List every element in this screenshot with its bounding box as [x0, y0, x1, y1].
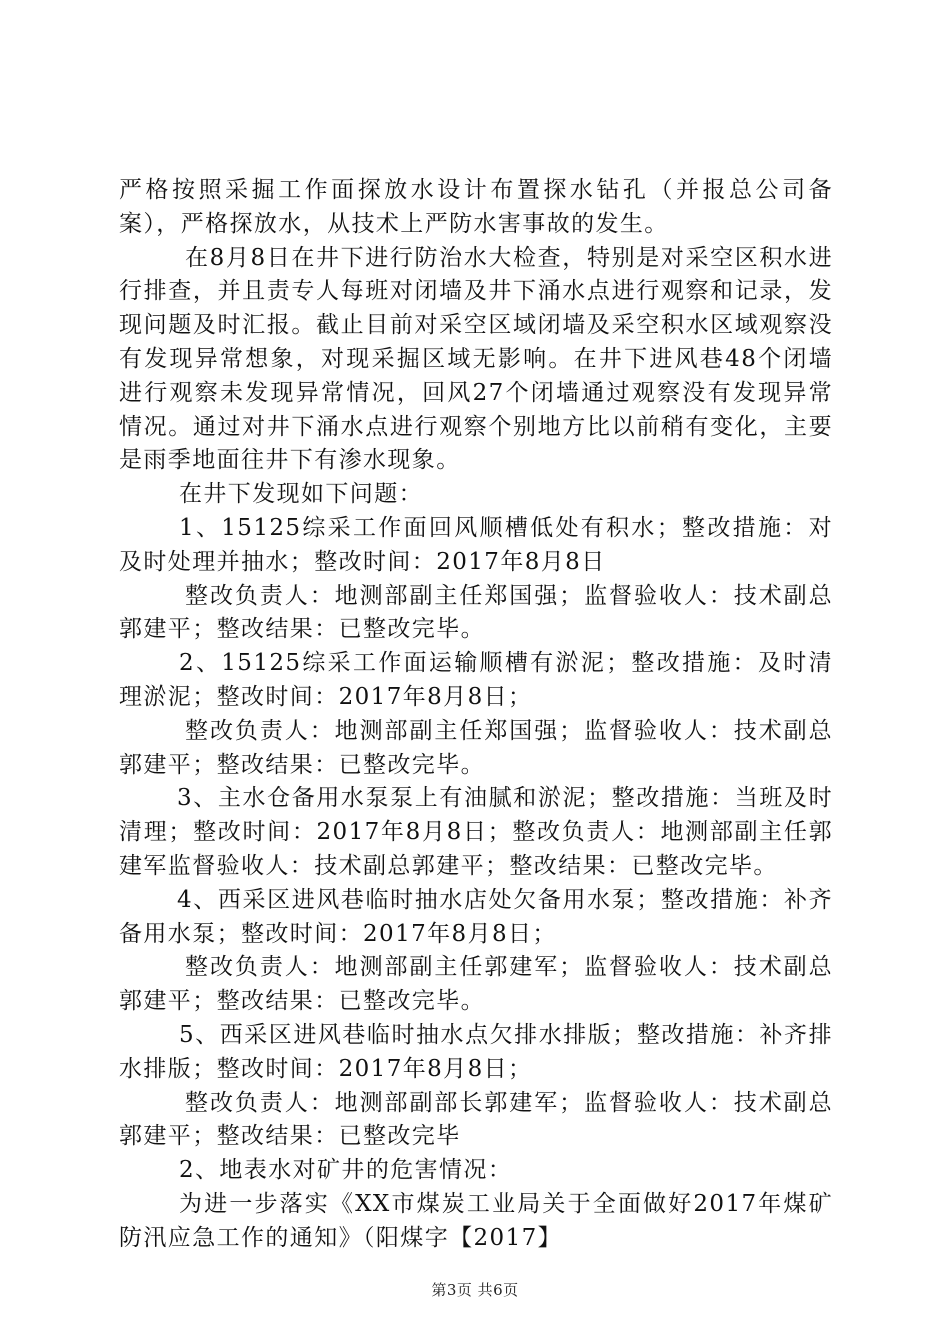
paragraph-issue-5: 5、西采区进风巷临时抽水点欠排水排版；整改措施：补齐排水排版；整改时间：2017年8月8日； [119, 1021, 833, 1082]
paragraph-issues-heading: 在井下发现如下问题： [179, 481, 423, 508]
paragraph-drainage-design: 严格按照采掘工作面探放水设计布置探水钻孔（并报总公司备案），严格探放水，从技术上严防水害事故的发生。 [119, 177, 833, 237]
paragraph-surface-water-heading: 2、地表水对矿井的危害情况： [179, 1157, 513, 1184]
paragraph-issue-2: 2、15125综采工作面运输顺槽有淤泥；整改措施：及时清理淤泥；整改时间：2017年8月8日； [119, 650, 833, 710]
paragraph-issue-3: 3、主水仓备用水泵泵上有油腻和淤泥；整改措施：当班及时清理；整改时间：2017年8月8日；整改负责人：地测部副主任郭建军监督验收人：技术副总郭建平；整改结果：已整改完毕。 [119, 785, 833, 879]
paragraph-inspection-summary: 在8月8日在井下进行防治水大检查，特别是对采空区积水进行排查，并且责专人每班对闭墙及井下涌水点进行观察和记录，发现问题及时汇报。截止目前对采空区域闭墙及采空积水区域观察没有发现异常想象，对现采掘区域无影响。在井下进风巷48个闭墙进行观察未发现异常情况，回风27个闭墙通过观察没有发现异常情况。通过对井下涌水点进行观察个别地方比以前稍有变化，主要是雨季地面往井下有渗水现象。 [119, 244, 833, 474]
paragraph-issue-1-owner: 整改负责人：地测部副主任郑国强；监督验收人：技术副总郭建平；整改结果：已整改完毕。 [119, 582, 833, 643]
paragraph-issue-5-owner: 整改负责人：地测部副部长郭建军；监督验收人：技术副总郭建平；整改结果：已整改完毕 [119, 1089, 833, 1150]
paragraph-issue-4-owner: 整改负责人：地测部副主任郭建军；监督验收人：技术副总郭建平；整改结果：已整改完毕。 [119, 954, 833, 1015]
paragraph-issue-1: 1、15125综采工作面回风顺槽低处有积水；整改措施：对及时处理并抽水；整改时间：2017年8月8日 [119, 514, 833, 575]
paragraph-flood-notice: 为进一步落实《XX市煤炭工业局关于全面做好2017年煤矿防汛应急工作的通知》（阳煤字【2017】 [119, 1190, 833, 1251]
paragraph-issue-2-owner: 整改负责人：地测部副主任郑国强；监督验收人：技术副总郭建平；整改结果：已整改完毕。 [119, 717, 833, 778]
document-body [119, 174, 833, 1256]
page-number-footer: 第3页 共6页 [431, 1281, 519, 1299]
paragraph-issue-4: 4、西采区进风巷临时抽水店处欠备用水泵；整改措施：补齐备用水泵；整改时间：2017年8月8日； [119, 886, 833, 947]
